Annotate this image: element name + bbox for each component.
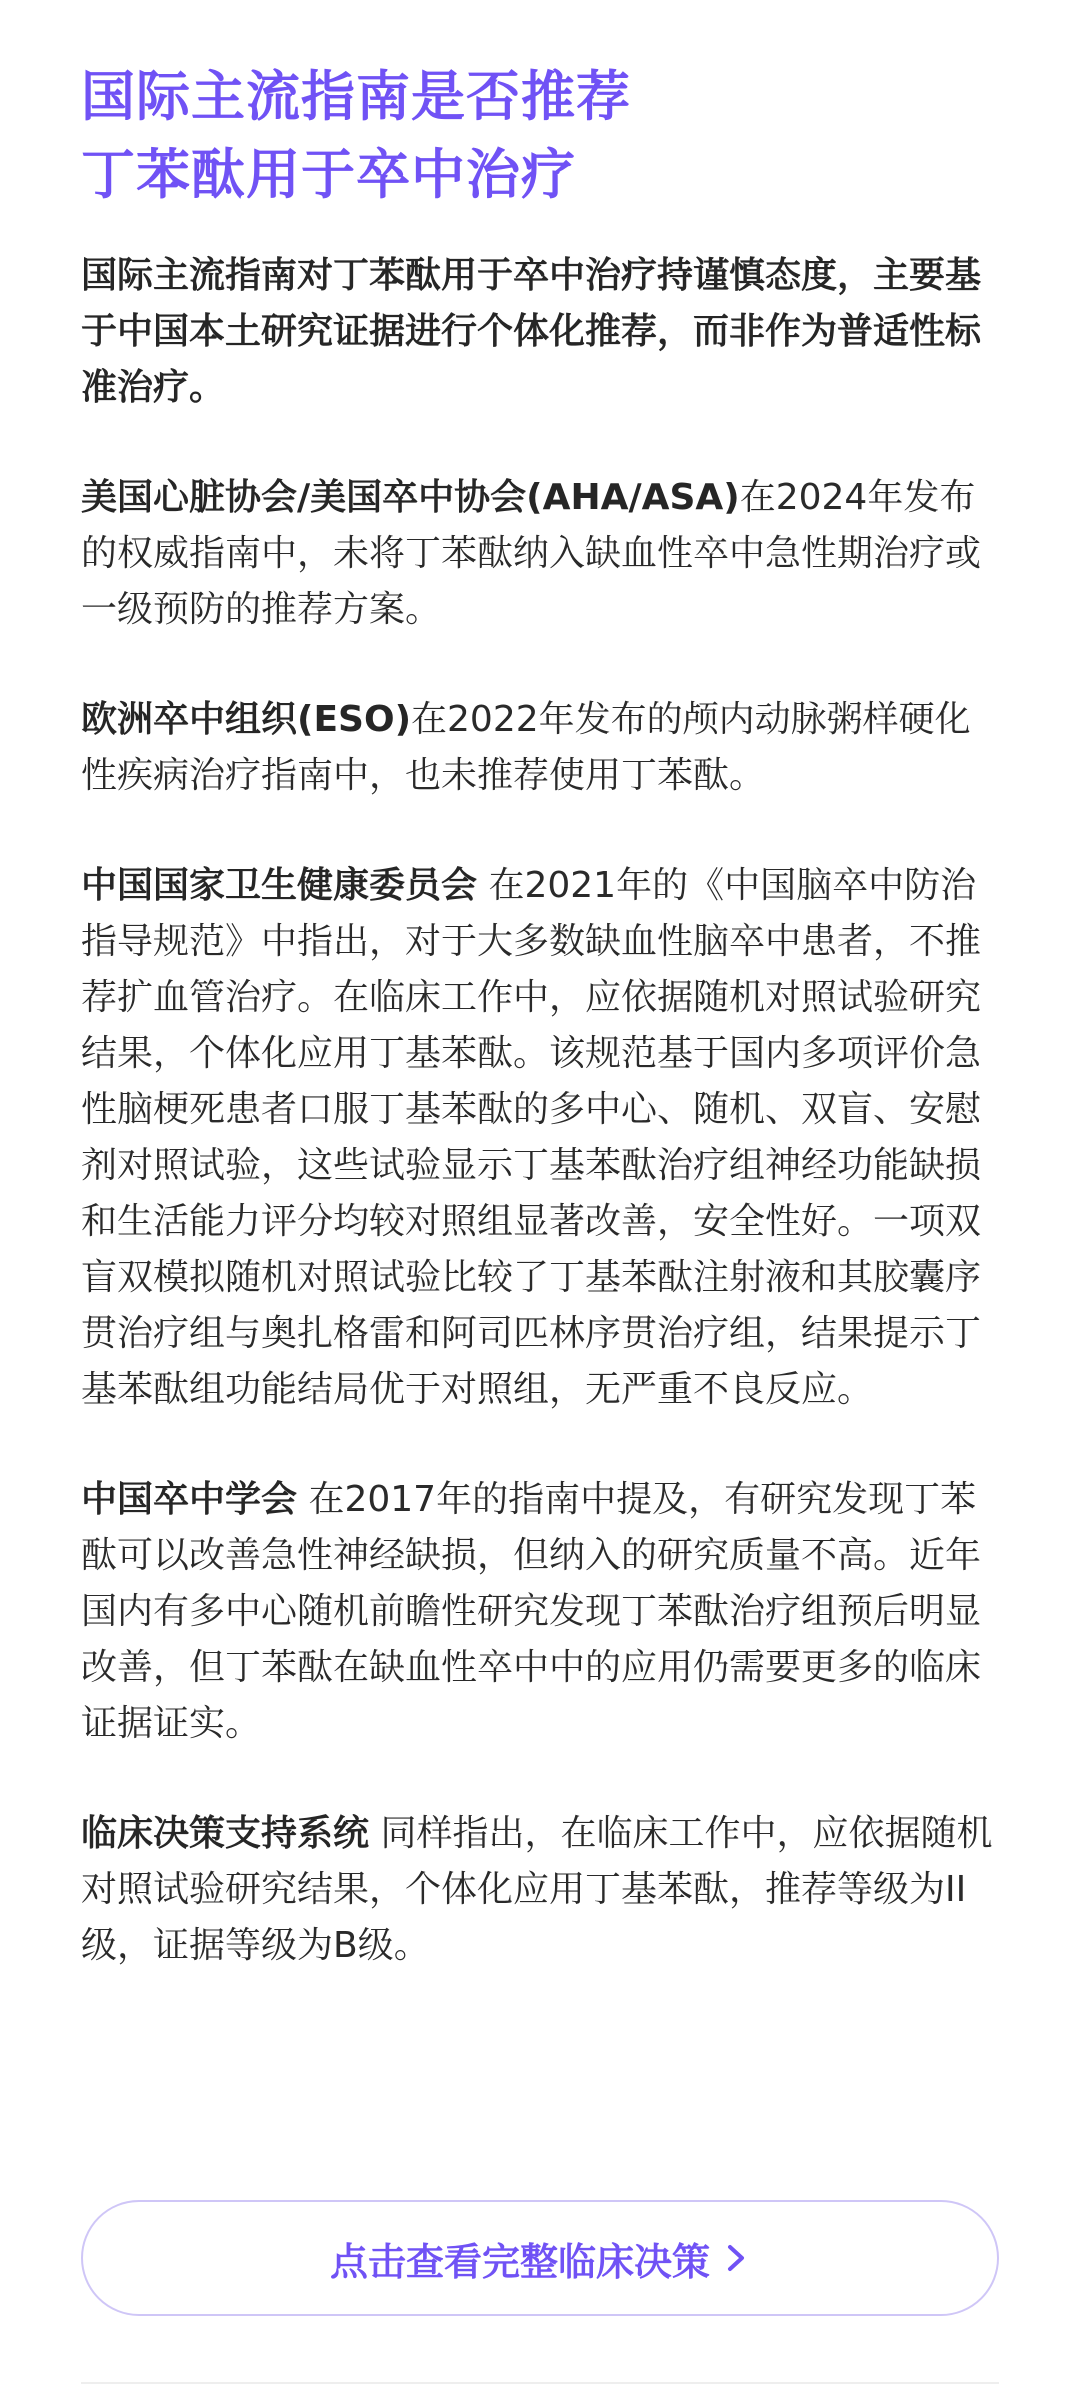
- page-title: [81, 58, 999, 214]
- article: [81, 58, 999, 1974]
- view-full-decision-label: 点击查看完整临床决策: [329, 2239, 710, 2284]
- chevron-right-icon: [722, 2240, 750, 2276]
- guideline-paragraph-aha-asa: [81, 470, 999, 638]
- guideline-paragraph-nhc: [81, 858, 999, 1418]
- paragraph-body: 在2017年的指南中提及，有研究发现丁苯酞可以改善急性神经缺损，但纳入的研究质量不高。近年国内有多中心随机前瞻性研究发现丁苯酞治疗组预后明显改善，但丁苯酞在缺血性卒中中的应用仍需要更多的临床证据证实。: [81, 1479, 982, 1744]
- summary-text: 国际主流指南对丁苯酞用于卒中治疗持谨慎态度，主要基于中国本土研究证据进行个体化推荐，而非作为普适性标准治疗。: [81, 255, 982, 408]
- guideline-paragraph-csa: [81, 1472, 999, 1752]
- paragraph-lead: 欧洲卒中组织(ESO): [81, 699, 412, 740]
- paragraph-body: 在2022年发布的颅内动脉粥样硬化性疾病治疗指南中，也未推荐使用丁苯酞。: [81, 699, 971, 796]
- bottom-divider: [81, 2382, 999, 2384]
- guideline-paragraph-cdss: [81, 1806, 999, 1974]
- paragraph-body: 同样指出，在临床工作中，应依据随机对照试验研究结果，个体化应用丁基苯酞，推荐等级为II级，证据等级为B级。: [81, 1813, 993, 1966]
- paragraph-lead: 临床决策支持系统: [81, 1813, 370, 1854]
- paragraph-body: 在2024年发布的权威指南中，未将丁苯酞纳入缺血性卒中急性期治疗或一级预防的推荐方案。: [81, 477, 982, 630]
- paragraph-lead: 中国国家卫生健康委员会: [81, 865, 478, 906]
- paragraph-body: 在2021年的《中国脑卒中防治指导规范》中指出，对于大多数缺血性脑卒中患者，不推荐扩血管治疗。在临床工作中，应依据随机对照试验研究结果，个体化应用丁基苯酞。该规范基于国内多项评价急性脑梗死患者口服丁基苯酞的多中心、随机、双盲、安慰剂对照试验，这些试验显示丁基苯酞治疗组神经功能缺损和生活能力评分均较对照组显著改善，安全性好。一项双盲双模拟随机对照试验比较了丁基苯酞注射液和其胶囊序贯治疗组与奥扎格雷和阿司匹林序贯治疗组，结果提示丁基苯酞组功能结局优于对照组，无严重不良反应。: [81, 865, 982, 1410]
- paragraph-lead: 美国心脏协会/美国卒中协会(AHA/ASA): [81, 477, 740, 518]
- page-title-line-1: 国际主流指南是否推荐: [81, 65, 631, 128]
- guideline-paragraph-eso: [81, 692, 999, 804]
- page-title-line-2: 丁苯酞用于卒中治疗: [81, 143, 576, 206]
- view-full-decision-button[interactable]: [81, 2200, 999, 2316]
- paragraph-lead: 中国卒中学会: [81, 1479, 298, 1520]
